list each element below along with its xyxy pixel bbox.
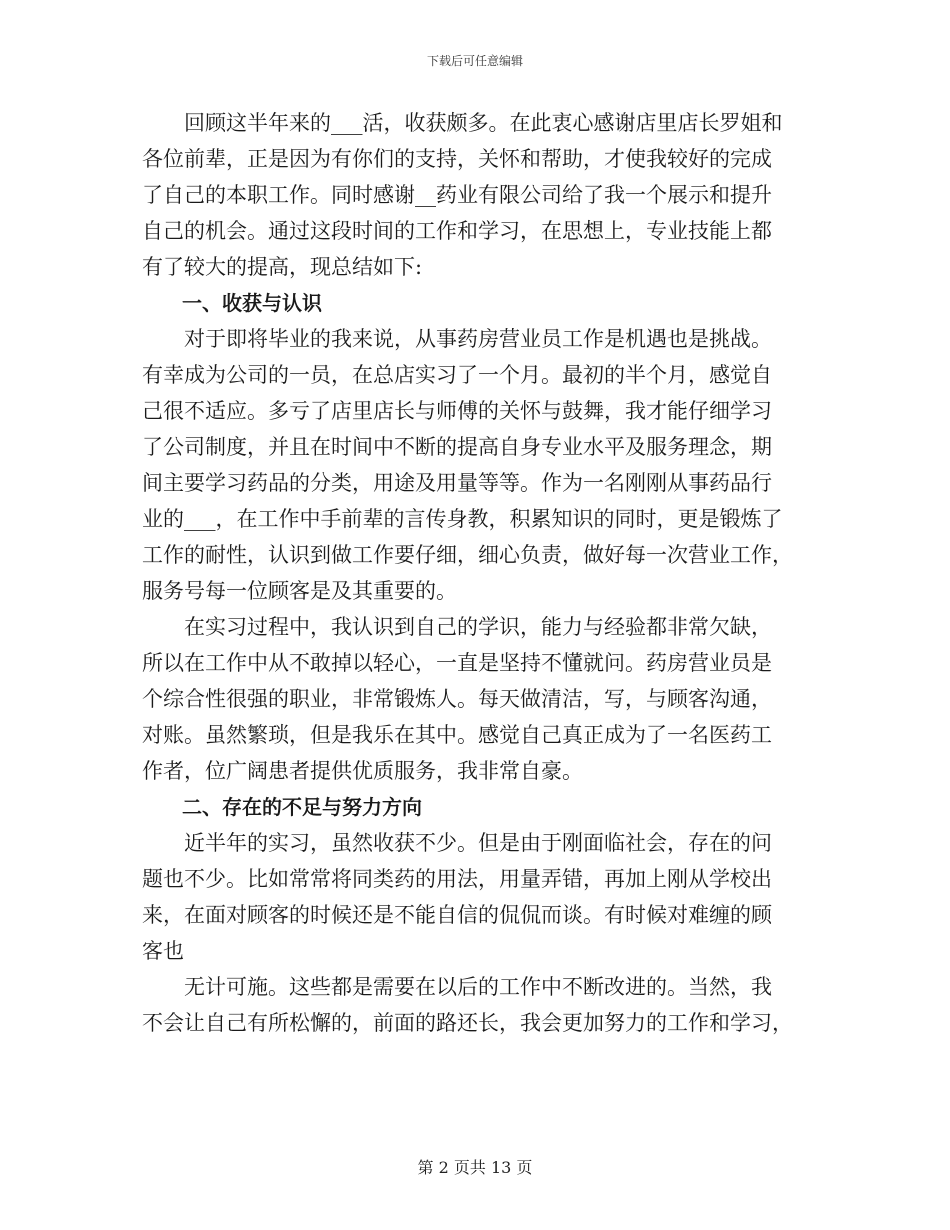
- improvement-paragraph: 无计可施。这些都是需要在以后的工作中不断改进的。当然，我 不会让自己有所松懈的，前面的路还长，我会更加努力的工作和学习，: [142, 975, 793, 1035]
- section-heading-shortcomings: 二、存在的不足与努力方向: [182, 795, 422, 819]
- section-heading-gains: 一、收获与认识: [182, 291, 322, 315]
- internship-paragraph: 在实习过程中，我认识到自己的学识，能力与经验都非常欠缺， 所以在工作中从不敢掉以轻心，一直是坚持不懂就问。药房营业员是 个综合性很强的职业，非常锻炼人。每天做清洁，写，与顾客沟通， 对账。虽然繁琐，但是我乐在其中。感觉自己真正成为了一名医药工 作者，位广阔患者提供优质服务，我非常自豪。: [142, 615, 772, 783]
- page-header: 下载后可任意编辑: [426, 54, 523, 68]
- page-number-footer: 第 2 页共 13 页: [417, 1158, 533, 1177]
- gains-paragraph: 对于即将毕业的我来说，从事药房营业员工作是机遇也是挑战。 有幸成为公司的一员，在总店实习了一个月。最初的半个月，感觉自 己很不适应。多亏了店里店长与师傅的关怀与鼓舞，我才能仔细学习 了公司制度，并且在时间中不断的提高自身专业水平及服务理念，期 间主要学习药品的分类，用途及用量等等。作为一名刚刚从事药品行 业的___，在工作中手前辈的言传身教，积累知识的同时，更是锻炼了 工作的耐性，认识到做工作要仔细，细心负责，做好每一次营业工作， 服务号每一位顾客是及其重要的。: [142, 327, 793, 603]
- intro-paragraph: 回顾这半年来的___活，收获颇多。在此衷心感谢店里店长罗姐和 各位前辈，正是因为有你们的支持，关怀和帮助，才使我较好的完成 了自己的本职工作。同时感谢__药业有限公司给了我一个展示和提升 自己的机会。通过这段时间的工作和学习，在思想上，专业技能上都 有了较大的提高，现总结如下:: [142, 111, 783, 279]
- shortcomings-paragraph: 近半年的实习，虽然收获不少。但是由于刚面临社会，存在的问 题也不少。比如常常将同类药的用法，用量弄错，再加上刚从学校出 来，在面对顾客的时候还是不能自信的侃侃而谈。有时候对难缠的顾 客也: [142, 831, 772, 963]
- document-body: [142, 105, 810, 1041]
